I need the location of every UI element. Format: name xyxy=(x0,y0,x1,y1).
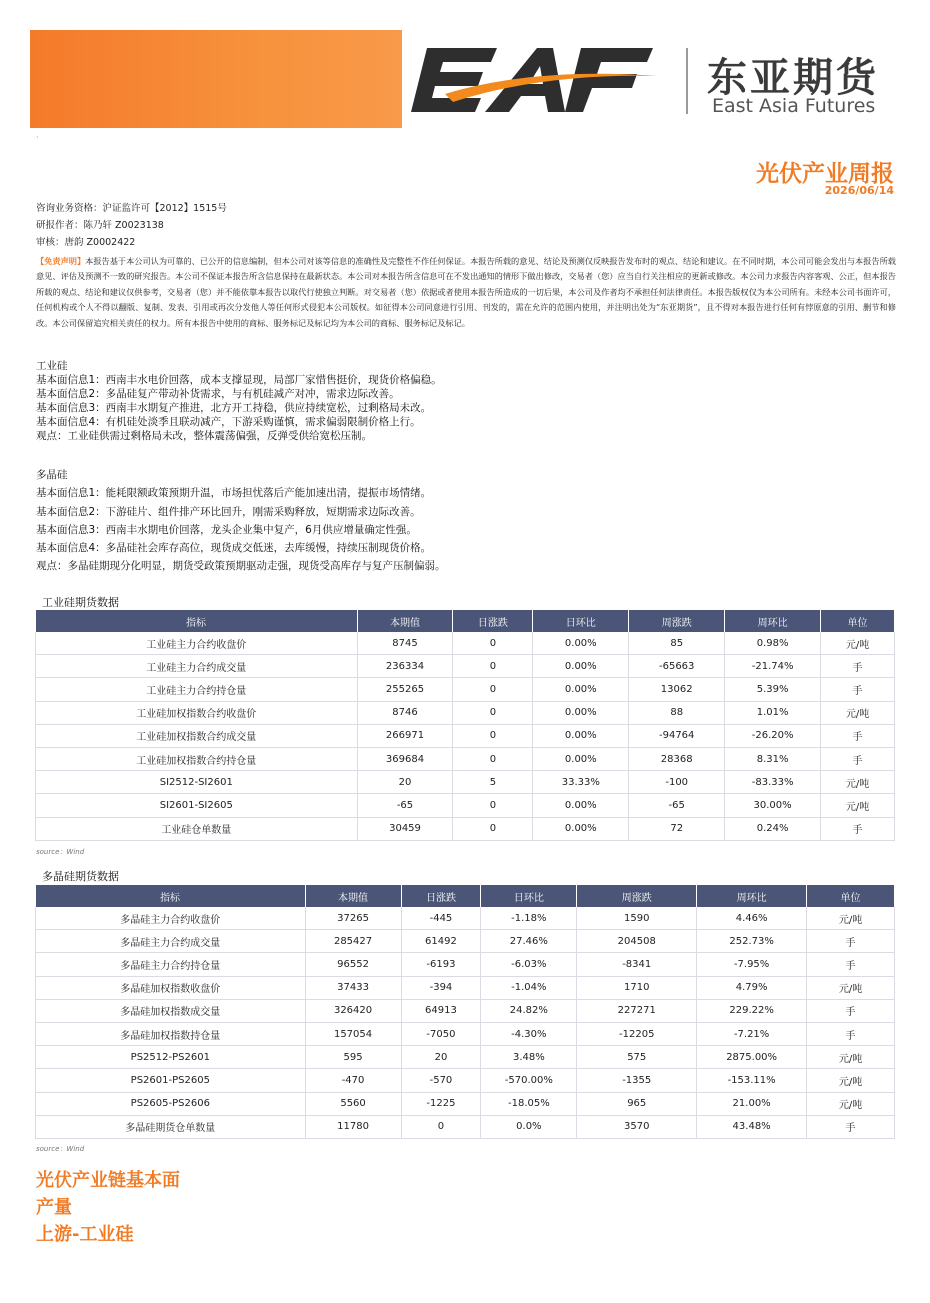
table-cell: 227271 xyxy=(577,999,697,1022)
table-cell: 13062 xyxy=(629,678,725,701)
row-label-cell: 工业硅加权指数合约成交量 xyxy=(36,724,358,747)
table-row xyxy=(36,724,895,747)
table-cell: -570.00% xyxy=(481,1069,577,1092)
table-cell: 0 xyxy=(453,817,533,840)
table-cell: -394 xyxy=(401,976,481,999)
table-cell: 11780 xyxy=(305,1115,401,1138)
table-cell: 43.48% xyxy=(697,1115,807,1138)
table-cell: 88 xyxy=(629,701,725,724)
column-header: 周涨跌 xyxy=(629,610,725,632)
table-cell: 0 xyxy=(453,632,533,655)
viewpoint-line: 观点：多晶硅期现分化明显，期货受政策预期驱动走强，现货受高库存与复产压制偏弱。 xyxy=(36,560,446,573)
column-header: 日环比 xyxy=(481,885,577,907)
table-cell: 27.46% xyxy=(481,930,577,953)
table-cell: 157054 xyxy=(305,1022,401,1045)
table-cell: -6193 xyxy=(401,953,481,976)
table-cell: 1.01% xyxy=(725,701,821,724)
table-cell: 96552 xyxy=(305,953,401,976)
table-cell: 0 xyxy=(401,1115,481,1138)
table-cell: 手 xyxy=(807,953,895,976)
table2-title: 多晶硅期货数据 xyxy=(42,870,119,883)
column-header: 周涨跌 xyxy=(577,885,697,907)
table1-title: 工业硅期货数据 xyxy=(42,596,119,609)
table-cell: 手 xyxy=(821,678,895,701)
table-cell: 0.00% xyxy=(533,678,629,701)
info-line: 基本面信息4：多晶硅社会库存高位，现货成交低迷，去库缓慢，持续压制现货价格。 xyxy=(36,542,432,555)
row-label-cell: SI2601-SI2605 xyxy=(36,794,358,817)
table-cell: 0.98% xyxy=(725,632,821,655)
table-cell: 手 xyxy=(807,999,895,1022)
table-cell: 0 xyxy=(453,701,533,724)
table-cell: 30459 xyxy=(357,817,453,840)
table-cell: -570 xyxy=(401,1069,481,1092)
table-row xyxy=(36,678,895,701)
table-cell: -1.18% xyxy=(481,907,577,930)
table-row xyxy=(36,771,895,794)
table-cell: -83.33% xyxy=(725,771,821,794)
table-cell: 64913 xyxy=(401,999,481,1022)
row-label-cell: 多晶硅加权指数收盘价 xyxy=(36,976,306,999)
table-row xyxy=(36,907,895,930)
viewpoint-line: 观点：工业硅供需过剩格局未改，整体震荡偏强，反弹受供给宽松压制。 xyxy=(36,430,372,442)
table-cell: 965 xyxy=(577,1092,697,1115)
row-label-cell: 工业硅主力合约收盘价 xyxy=(36,632,358,655)
table-row xyxy=(36,701,895,724)
table1-source: source：Wind xyxy=(36,848,85,856)
column-header: 指标 xyxy=(36,610,358,632)
info-line: 基本面信息2：多晶硅复产带动补货需求，与有机硅减产对冲，需求边际改善。 xyxy=(36,388,400,400)
row-label-cell: 工业硅主力合约成交量 xyxy=(36,655,358,678)
row-label-cell: 工业硅仓单数量 xyxy=(36,817,358,840)
info-line: 基本面信息4：有机硅处淡季且联动减产，下游采购谨慎，需求偏弱限制价格上行。 xyxy=(36,416,421,428)
table-cell: 元/吨 xyxy=(807,1069,895,1092)
table-cell: -4.30% xyxy=(481,1022,577,1045)
table-cell: 20 xyxy=(401,1046,481,1069)
table-row xyxy=(36,1022,895,1045)
table-cell: 369684 xyxy=(357,747,453,770)
table-cell: -100 xyxy=(629,771,725,794)
row-label-cell: PS2605-PS2606 xyxy=(36,1092,306,1115)
author-line: 研报作者：陈乃轩 Z0023138 xyxy=(36,220,164,231)
column-header: 单位 xyxy=(821,610,895,632)
table-row xyxy=(36,1115,895,1138)
table-row xyxy=(36,655,895,678)
table-cell: 元/吨 xyxy=(821,794,895,817)
row-label-cell: 多晶硅主力合约收盘价 xyxy=(36,907,306,930)
table-cell: 元/吨 xyxy=(807,907,895,930)
table-row xyxy=(36,794,895,817)
table-cell: -1355 xyxy=(577,1069,697,1092)
section-title: 工业硅 xyxy=(36,360,68,372)
table-cell: 5560 xyxy=(305,1092,401,1115)
table-cell: 元/吨 xyxy=(807,976,895,999)
table-cell: 37265 xyxy=(305,907,401,930)
table-cell: 266971 xyxy=(357,724,453,747)
table-cell: 0.00% xyxy=(533,794,629,817)
table-cell: -8341 xyxy=(577,953,697,976)
row-label-cell: 多晶硅主力合约持仓量 xyxy=(36,953,306,976)
table-cell: 0 xyxy=(453,724,533,747)
table-cell: 33.33% xyxy=(533,771,629,794)
table-row xyxy=(36,1069,895,1092)
table-cell: -65 xyxy=(357,794,453,817)
brand-name-en: East Asia Futures xyxy=(712,95,876,117)
table-cell: -470 xyxy=(305,1069,401,1092)
table-cell: -1.04% xyxy=(481,976,577,999)
chain-fundamentals-heading: 光伏产业链基本面 xyxy=(36,1170,180,1191)
brand-name-cn: 东亚期货 xyxy=(707,55,879,101)
table-cell: 20 xyxy=(357,771,453,794)
info-line: 基本面信息1：西南丰水电价回落，成本支撑显现，局部厂家惜售挺价，现货价格偏稳。 xyxy=(36,374,442,386)
table-cell: 手 xyxy=(807,1022,895,1045)
column-header: 本期值 xyxy=(305,885,401,907)
column-header: 周环比 xyxy=(725,610,821,632)
info-line: 基本面信息1：能耗限额政策预期升温，市场担忧落后产能加速出清，提振市场情绪。 xyxy=(36,487,432,500)
table-cell: 2875.00% xyxy=(697,1046,807,1069)
row-label-cell: SI2512-SI2601 xyxy=(36,771,358,794)
row-label-cell: 工业硅加权指数合约持仓量 xyxy=(36,747,358,770)
table-cell: -445 xyxy=(401,907,481,930)
table-header-row xyxy=(36,610,895,632)
table-row xyxy=(36,930,895,953)
table-cell: 24.82% xyxy=(481,999,577,1022)
table-cell: 8745 xyxy=(357,632,453,655)
table-cell: 575 xyxy=(577,1046,697,1069)
table-cell: -6.03% xyxy=(481,953,577,976)
table-header-row xyxy=(36,885,895,907)
table-cell: 3570 xyxy=(577,1115,697,1138)
table-cell: 0.24% xyxy=(725,817,821,840)
table-cell: 28368 xyxy=(629,747,725,770)
table-cell: 0 xyxy=(453,655,533,678)
row-label-cell: PS2512-PS2601 xyxy=(36,1046,306,1069)
table-cell: 手 xyxy=(821,655,895,678)
table-cell: 326420 xyxy=(305,999,401,1022)
column-header: 日涨跌 xyxy=(453,610,533,632)
header-banner xyxy=(30,30,402,128)
row-label-cell: 工业硅主力合约持仓量 xyxy=(36,678,358,701)
table-cell: 手 xyxy=(807,1115,895,1138)
table-cell: 4.79% xyxy=(697,976,807,999)
table-cell: 0 xyxy=(453,794,533,817)
table-cell: 0.0% xyxy=(481,1115,577,1138)
table-cell: 21.00% xyxy=(697,1092,807,1115)
section-title: 多晶硅 xyxy=(36,469,68,481)
table-cell: 3.48% xyxy=(481,1046,577,1069)
table-cell: 72 xyxy=(629,817,725,840)
table-cell: 1590 xyxy=(577,907,697,930)
row-label-cell: 多晶硅加权指数持仓量 xyxy=(36,1022,306,1045)
logo-divider xyxy=(686,48,688,114)
table-cell: 8746 xyxy=(357,701,453,724)
table-cell: 0 xyxy=(453,678,533,701)
table-row xyxy=(36,632,895,655)
table-cell: 0.00% xyxy=(533,747,629,770)
table-cell: 5 xyxy=(453,771,533,794)
polysilicon-summary xyxy=(36,466,446,576)
row-label-cell: PS2601-PS2605 xyxy=(36,1069,306,1092)
table-cell: 手 xyxy=(807,930,895,953)
row-label-cell: 多晶硅加权指数成交量 xyxy=(36,999,306,1022)
table-cell: 0.00% xyxy=(533,724,629,747)
polysilicon-table xyxy=(35,885,895,1139)
table-cell: 0 xyxy=(453,747,533,770)
column-header: 本期值 xyxy=(357,610,453,632)
table-cell: 元/吨 xyxy=(821,632,895,655)
table-cell: 0.00% xyxy=(533,632,629,655)
table-cell: 1710 xyxy=(577,976,697,999)
tiny-mark: · xyxy=(36,133,39,142)
table-row xyxy=(36,1046,895,1069)
disclaimer-label: 【免责声明】 xyxy=(36,256,86,266)
table-cell: -65663 xyxy=(629,655,725,678)
table-cell: 595 xyxy=(305,1046,401,1069)
table-row xyxy=(36,1092,895,1115)
table-row xyxy=(36,747,895,770)
info-line: 基本面信息3：西南丰水期复产推进，北方开工持稳，供应持续宽松，过剩格局未改。 xyxy=(36,402,432,414)
table-cell: 元/吨 xyxy=(821,701,895,724)
table-cell: 4.46% xyxy=(697,907,807,930)
table-cell: 8.31% xyxy=(725,747,821,770)
table-cell: 85 xyxy=(629,632,725,655)
upstream-silicon-heading: 上游-工业硅 xyxy=(36,1224,134,1245)
table-cell: 0.00% xyxy=(533,655,629,678)
info-line: 基本面信息2：下游硅片、组件排产环比回升，刚需采购释放，短期需求边际改善。 xyxy=(36,505,421,518)
column-header: 周环比 xyxy=(697,885,807,907)
table-cell: 236334 xyxy=(357,655,453,678)
table-cell: 5.39% xyxy=(725,678,821,701)
table-cell: 手 xyxy=(821,747,895,770)
table-cell: 元/吨 xyxy=(807,1046,895,1069)
table-cell: -153.11% xyxy=(697,1069,807,1092)
table-cell: -12205 xyxy=(577,1022,697,1045)
table-cell: 229.22% xyxy=(697,999,807,1022)
table-cell: 61492 xyxy=(401,930,481,953)
qualification-line: 咨询业务资格：沪证监许可【2012】1515号 xyxy=(36,203,227,214)
table-cell: 元/吨 xyxy=(821,771,895,794)
author-info xyxy=(36,200,227,251)
row-label-cell: 工业硅加权指数合约收盘价 xyxy=(36,701,358,724)
table-row xyxy=(36,999,895,1022)
table-cell: 204508 xyxy=(577,930,697,953)
table-cell: 285427 xyxy=(305,930,401,953)
table-cell: -94764 xyxy=(629,724,725,747)
info-line: 基本面信息3：西南丰水期电价回落，龙头企业集中复产，6月供应增量确定性强。 xyxy=(36,523,417,536)
industrial-silicon-table xyxy=(35,610,895,841)
table-cell: -7050 xyxy=(401,1022,481,1045)
table-cell: 手 xyxy=(821,817,895,840)
table-cell: 手 xyxy=(821,724,895,747)
table-row xyxy=(36,953,895,976)
table-cell: 30.00% xyxy=(725,794,821,817)
table-cell: -65 xyxy=(629,794,725,817)
table-cell: 0.00% xyxy=(533,701,629,724)
table-cell: -21.74% xyxy=(725,655,821,678)
disclaimer-text: 本报告基于本公司认为可靠的、已公开的信息编制，但本公司对该等信息的准确性及完整性不作任何保证。本报告所载的意见、结论及预测仅反映报告发布时的观点、结论和建议。在不同时期，本公司可能会发出与本报告所载意见、评估及预测不一致的研究报告。本公司不保证本报告所含信息保持在最新状态。本公司对本报告所含信息可在不发出通知的情形下做出修改，交易者（您）应当自行关注相应的更新或修改。本公司力求报告内容客观、公正，但本报告所载的观点、结论和建议仅供参考，交易者（您）并不能依靠本报告以取代行使独立判断。对交易者（您）依据或者使用本报告所造成的一切后果，本公司及作者均不承担任何法律责任。本报告版权仅为本公司所有。未经本公司书面许可，任何机构或个人不得以翻版、复制、发表、引用或再次分发他人等任何形式侵犯本公司版权。如征得本公司同意进行引用、刊发的，需在允许的范围内使用，并注明出处为“东亚期货”，且不得对本报告进行任何有悖原意的引用、删节和修改。本公司保留追究相关责任的权力。所有本报告中使用的商标、服务标记及标记均为本公司的商标、服务标记及标记。 xyxy=(36,256,896,328)
eaf-logo xyxy=(405,36,680,126)
row-label-cell: 多晶硅期货仓单数量 xyxy=(36,1115,306,1138)
report-date: 2026/06/14 xyxy=(824,184,894,197)
column-header: 单位 xyxy=(807,885,895,907)
column-header: 日环比 xyxy=(533,610,629,632)
industrial-silicon-summary xyxy=(36,359,442,443)
disclaimer xyxy=(36,254,896,331)
output-heading: 产量 xyxy=(36,1197,72,1218)
row-label-cell: 多晶硅主力合约成交量 xyxy=(36,930,306,953)
table-cell: 0.00% xyxy=(533,817,629,840)
table-row xyxy=(36,976,895,999)
table-cell: -7.95% xyxy=(697,953,807,976)
table-cell: -18.05% xyxy=(481,1092,577,1115)
table-cell: -26.20% xyxy=(725,724,821,747)
table-row xyxy=(36,817,895,840)
report-title: 光伏产业周报 xyxy=(756,161,894,187)
column-header: 日涨跌 xyxy=(401,885,481,907)
table-cell: 37433 xyxy=(305,976,401,999)
table-cell: 252.73% xyxy=(697,930,807,953)
table-cell: -7.21% xyxy=(697,1022,807,1045)
table-cell: -1225 xyxy=(401,1092,481,1115)
table-cell: 255265 xyxy=(357,678,453,701)
table-cell: 元/吨 xyxy=(807,1092,895,1115)
reviewer-line: 审核：唐韵 Z0002422 xyxy=(36,237,136,248)
table2-source: source：Wind xyxy=(36,1145,85,1153)
column-header: 指标 xyxy=(36,885,306,907)
